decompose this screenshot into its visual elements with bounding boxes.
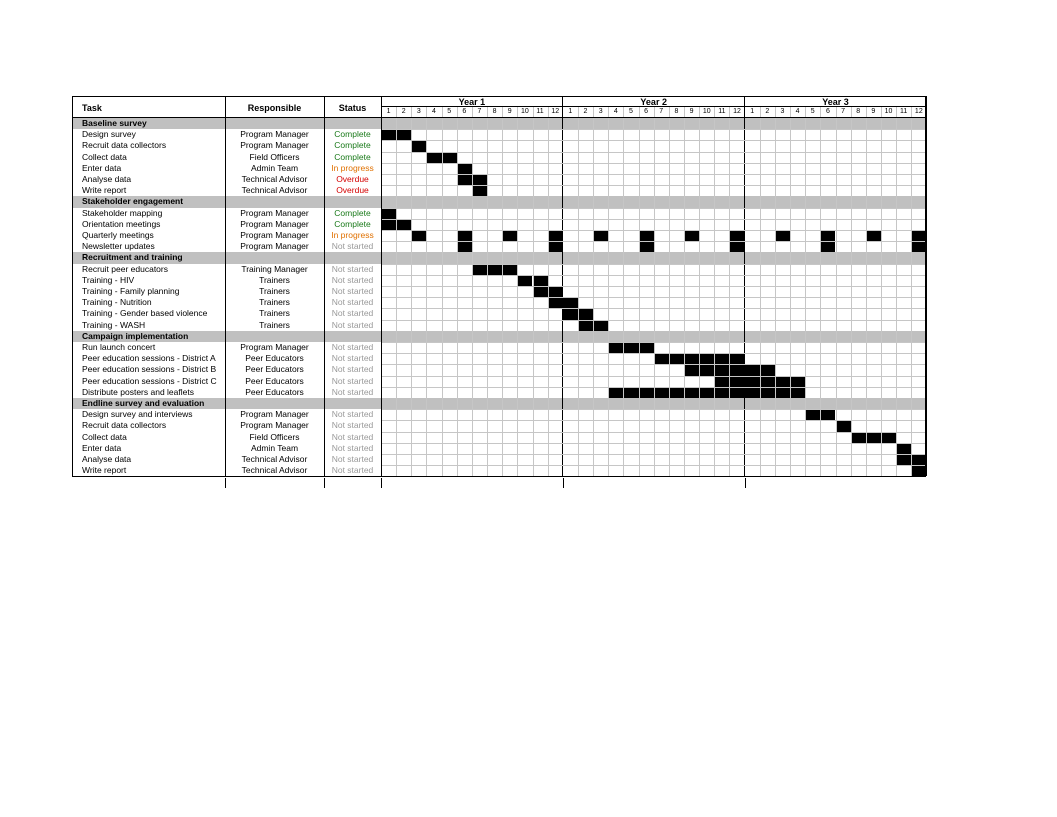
gantt-bar xyxy=(714,376,729,387)
gantt-bar xyxy=(411,140,426,151)
gantt-bar xyxy=(608,342,623,353)
gantt-bar xyxy=(472,264,487,275)
month-label: 2 xyxy=(765,108,770,115)
status-badge: Not started xyxy=(331,442,374,453)
gantt-bar xyxy=(563,308,578,319)
responsible-cell: Program Manager xyxy=(240,342,309,352)
gantt-bar xyxy=(608,387,623,398)
month-label: 7 xyxy=(659,108,664,115)
tick-mark xyxy=(324,478,325,488)
right-border xyxy=(925,96,926,476)
grid-horizontal xyxy=(381,465,926,466)
responsible-cell: Peer Educators xyxy=(245,353,304,364)
status-badge: Not started xyxy=(331,420,374,431)
month-label: 8 xyxy=(492,108,497,115)
gantt-bar xyxy=(381,219,396,230)
gantt-bar xyxy=(411,230,426,241)
gantt-bar xyxy=(639,387,654,398)
gantt-bar xyxy=(563,297,578,308)
gantt-bar xyxy=(457,230,472,241)
tick-mark xyxy=(745,478,746,488)
responsible-cell: Trainers xyxy=(259,297,290,308)
section-title: Endline survey and evaluation xyxy=(82,398,205,408)
gantt-bar xyxy=(729,364,744,375)
gantt-bar xyxy=(517,275,532,286)
responsible-cell: Program Manager xyxy=(240,207,309,218)
tick-mark xyxy=(381,478,382,488)
responsible-cell: Training Manager xyxy=(241,263,308,274)
gantt-bar xyxy=(820,230,835,241)
month-label: 12 xyxy=(733,108,741,115)
gantt-bar xyxy=(790,387,805,398)
gantt-bar xyxy=(911,241,926,252)
gantt-bar xyxy=(820,409,835,420)
gantt-bar xyxy=(457,241,472,252)
responsible-cell: Trainers xyxy=(259,274,290,285)
task-name: Design survey xyxy=(82,129,136,140)
gantt-bar xyxy=(836,420,851,431)
month-label: 3 xyxy=(598,108,603,115)
task-name: Stakeholder mapping xyxy=(82,207,163,218)
gantt-bar xyxy=(820,241,835,252)
task-name: Recruit peer educators xyxy=(82,263,168,274)
gantt-bar xyxy=(896,454,911,465)
task-name: Peer education sessions - District A xyxy=(82,353,216,364)
gantt-bar xyxy=(729,241,744,252)
gantt-bar xyxy=(699,364,714,375)
grid-horizontal xyxy=(381,420,926,421)
month-label: 1 xyxy=(750,108,755,115)
gantt-bar xyxy=(639,230,654,241)
gantt-bar xyxy=(714,364,729,375)
column-divider xyxy=(381,96,382,476)
grid-horizontal xyxy=(381,140,926,141)
gantt-bar xyxy=(472,185,487,196)
status-badge: Complete xyxy=(334,207,371,218)
gantt-bar xyxy=(745,376,760,387)
status-column-header: Status xyxy=(338,103,367,113)
gantt-chart xyxy=(72,96,927,491)
gantt-bar xyxy=(911,230,926,241)
gantt-bar xyxy=(729,353,744,364)
gantt-bar xyxy=(578,320,593,331)
table-bottom-border xyxy=(72,476,926,477)
grid-horizontal xyxy=(381,286,926,287)
responsible-cell: Peer Educators xyxy=(245,364,304,375)
grid-horizontal xyxy=(381,387,926,388)
gantt-bar xyxy=(472,174,487,185)
month-label: 4 xyxy=(613,108,618,115)
task-name: Training - HIV xyxy=(82,274,135,285)
status-badge: Complete xyxy=(334,129,371,140)
gantt-bar xyxy=(426,152,441,163)
status-badge: Complete xyxy=(334,218,371,229)
status-badge: Not started xyxy=(331,353,374,364)
grid-horizontal xyxy=(381,174,926,175)
status-badge: Not started xyxy=(331,342,374,352)
gantt-bar xyxy=(593,230,608,241)
month-label: 7 xyxy=(477,108,482,115)
gantt-bar xyxy=(487,264,502,275)
gantt-bar xyxy=(381,129,396,140)
status-badge: Not started xyxy=(331,409,374,420)
gantt-bar xyxy=(775,376,790,387)
task-name: Recruit data collectors xyxy=(82,420,167,431)
task-name: Design survey and interviews xyxy=(82,409,193,420)
month-label: 1 xyxy=(386,108,391,115)
month-label: 12 xyxy=(914,108,923,115)
responsible-cell: Program Manager xyxy=(240,409,309,420)
task-name: Write report xyxy=(82,465,127,476)
grid-horizontal xyxy=(381,163,926,164)
task-name: Peer education sessions - District C xyxy=(82,375,217,386)
grid-horizontal xyxy=(381,241,926,242)
month-label: 5 xyxy=(629,108,633,115)
responsible-cell: Technical Advisor xyxy=(241,174,308,184)
responsible-cell: Peer Educators xyxy=(245,375,304,386)
task-name: Training - Gender based violence xyxy=(82,308,208,319)
gantt-bar xyxy=(578,308,593,319)
grid-horizontal xyxy=(381,443,926,444)
gantt-bar xyxy=(745,387,760,398)
month-label: 5 xyxy=(810,108,815,115)
task-name: Recruit data collectors xyxy=(82,140,167,151)
responsible-cell: Field Officers xyxy=(249,151,300,162)
task-name: Collect data xyxy=(82,151,127,162)
year-row-border xyxy=(381,106,926,107)
gantt-bar xyxy=(593,320,608,331)
responsible-cell: Program Manager xyxy=(240,218,309,229)
gantt-bar xyxy=(669,353,684,364)
month-label: 4 xyxy=(432,108,436,115)
gantt-bar xyxy=(729,387,744,398)
responsible-cell: Program Manager xyxy=(240,241,309,252)
gantt-bar xyxy=(457,163,472,174)
gantt-bar xyxy=(760,364,775,375)
gantt-bar xyxy=(442,152,457,163)
month-label: 4 xyxy=(795,108,800,115)
responsible-cell: Peer Educators xyxy=(245,386,304,397)
month-label: 3 xyxy=(780,108,785,115)
status-badge: Not started xyxy=(331,241,374,252)
grid-horizontal xyxy=(381,432,926,433)
responsible-cell: Admin Team xyxy=(250,162,299,173)
grid-horizontal xyxy=(381,185,926,186)
task-name: Distribute posters and leaflets xyxy=(82,386,194,397)
month-label: 8 xyxy=(674,108,679,115)
gantt-bar xyxy=(396,129,411,140)
gantt-bar xyxy=(760,387,775,398)
grid-horizontal xyxy=(381,219,926,220)
task-name: Analyse data xyxy=(82,174,132,184)
gantt-bar xyxy=(623,342,638,353)
grid-horizontal xyxy=(381,308,926,309)
gantt-bar xyxy=(639,241,654,252)
grid-horizontal xyxy=(381,208,926,209)
gantt-bar xyxy=(881,432,896,443)
year-label: Year 3 xyxy=(822,97,849,106)
responsible-cell: Trainers xyxy=(259,286,290,296)
status-badge: Not started xyxy=(331,431,374,442)
month-label: 6 xyxy=(462,108,467,115)
responsible-cell: Trainers xyxy=(259,319,290,330)
gantt-bar xyxy=(548,241,563,252)
status-badge: Not started xyxy=(331,465,374,476)
section-title: Baseline survey xyxy=(82,118,147,128)
month-label: 2 xyxy=(401,108,406,115)
status-badge: Not started xyxy=(331,386,374,397)
year-label: Year 1 xyxy=(458,97,486,106)
task-column-header: Task xyxy=(82,103,102,113)
status-badge: Not started xyxy=(331,454,374,464)
status-badge: Not started xyxy=(331,319,374,330)
month-label: 3 xyxy=(416,108,421,115)
section-title: Stakeholder engagement xyxy=(82,196,184,207)
section-title: Campaign implementation xyxy=(82,330,189,341)
gantt-bar xyxy=(699,353,714,364)
status-badge: Overdue xyxy=(336,185,369,196)
responsible-cell: Program Manager xyxy=(240,140,309,151)
gantt-bar xyxy=(729,376,744,387)
gantt-bar xyxy=(548,286,563,297)
month-label: 7 xyxy=(841,108,846,115)
task-name: Training - Family planning xyxy=(82,286,180,296)
gantt-bar xyxy=(669,387,684,398)
month-label: 9 xyxy=(689,108,694,115)
responsible-column-header: Responsible xyxy=(247,103,302,113)
gantt-bar xyxy=(911,465,926,476)
status-badge: Overdue xyxy=(336,174,369,184)
gantt-bar xyxy=(805,409,820,420)
gantt-bar xyxy=(866,432,881,443)
status-badge: Not started xyxy=(331,274,374,285)
gantt-bar xyxy=(775,387,790,398)
status-badge: Not started xyxy=(331,364,374,375)
status-badge: Complete xyxy=(334,151,371,162)
responsible-cell: Admin Team xyxy=(250,442,299,453)
task-name: Collect data xyxy=(82,431,127,442)
task-name: Newsletter updates xyxy=(82,241,155,252)
status-badge: Not started xyxy=(331,308,374,319)
responsible-cell: Program Manager xyxy=(240,230,309,240)
task-name: Orientation meetings xyxy=(82,218,161,229)
responsible-cell: Program Manager xyxy=(240,129,309,140)
header-bottom-border xyxy=(72,117,926,118)
gantt-bar xyxy=(896,443,911,454)
gantt-bar xyxy=(623,387,638,398)
gantt-bar xyxy=(548,297,563,308)
grid-horizontal xyxy=(381,297,926,298)
month-label: 5 xyxy=(447,108,452,115)
responsible-cell: Technical Advisor xyxy=(241,185,308,196)
month-label: 6 xyxy=(644,108,649,115)
gantt-bar xyxy=(714,353,729,364)
task-name: Quarterly meetings xyxy=(82,230,154,240)
status-badge: Not started xyxy=(331,297,374,308)
gantt-bar xyxy=(639,342,654,353)
gantt-bar xyxy=(775,230,790,241)
task-name: Enter data xyxy=(82,162,122,173)
status-badge: In progress xyxy=(331,230,374,240)
status-badge: Not started xyxy=(331,375,374,386)
gantt-bar xyxy=(684,353,699,364)
month-label: 10 xyxy=(884,108,893,115)
month-label: 2 xyxy=(583,108,588,115)
gantt-bar xyxy=(533,286,548,297)
column-divider xyxy=(72,96,73,476)
status-badge: Complete xyxy=(334,140,371,151)
month-label: 8 xyxy=(856,108,861,115)
grid-horizontal xyxy=(381,264,926,265)
responsible-cell: Technical Advisor xyxy=(241,454,308,464)
month-label: 12 xyxy=(551,108,560,115)
gantt-bar xyxy=(851,432,866,443)
gantt-bar xyxy=(745,364,760,375)
task-name: Training - Nutrition xyxy=(82,297,152,308)
gantt-bar xyxy=(729,230,744,241)
month-label: 11 xyxy=(900,108,908,115)
grid-horizontal xyxy=(381,342,926,343)
gantt-bar xyxy=(548,230,563,241)
grid-horizontal xyxy=(381,364,926,365)
gantt-bar xyxy=(457,174,472,185)
grid-horizontal xyxy=(381,409,926,410)
responsible-cell: Trainers xyxy=(259,308,290,319)
header-top-border xyxy=(72,96,926,97)
grid-horizontal xyxy=(381,230,926,231)
responsible-cell: Program Manager xyxy=(240,420,309,431)
grid-horizontal xyxy=(381,376,926,377)
grid-horizontal xyxy=(381,454,926,455)
gantt-bar xyxy=(684,230,699,241)
task-name: Write report xyxy=(82,185,127,196)
month-label: 9 xyxy=(871,108,876,115)
month-label: 9 xyxy=(507,108,512,115)
gantt-bar xyxy=(866,230,881,241)
section-title: Recruitment and training xyxy=(82,252,183,263)
column-divider xyxy=(324,96,325,476)
task-name: Run launch concert xyxy=(82,342,156,352)
column-divider xyxy=(225,96,226,476)
grid-horizontal xyxy=(381,353,926,354)
task-name: Enter data xyxy=(82,442,122,453)
gantt-bar xyxy=(533,275,548,286)
status-badge: Not started xyxy=(331,263,374,274)
grid-horizontal xyxy=(381,129,926,130)
gantt-bar xyxy=(760,376,775,387)
gantt-bar xyxy=(684,364,699,375)
gantt-bar xyxy=(684,387,699,398)
grid-horizontal xyxy=(381,152,926,153)
gantt-bar xyxy=(381,208,396,219)
gantt-bar xyxy=(502,264,517,275)
status-badge: In progress xyxy=(331,162,374,173)
month-label: 10 xyxy=(521,108,529,115)
tick-mark xyxy=(225,478,226,488)
year-label: Year 2 xyxy=(640,97,667,106)
gantt-bar xyxy=(502,230,517,241)
responsible-cell: Technical Advisor xyxy=(241,465,308,476)
responsible-cell: Field Officers xyxy=(249,431,300,442)
grid-horizontal xyxy=(381,275,926,276)
month-label: 11 xyxy=(718,108,726,115)
gantt-bar xyxy=(699,387,714,398)
gantt-bar xyxy=(790,376,805,387)
status-badge: Not started xyxy=(331,286,374,296)
task-name: Analyse data xyxy=(82,454,132,464)
month-label: 11 xyxy=(536,108,544,115)
month-label: 6 xyxy=(825,108,830,115)
tick-mark xyxy=(563,478,564,488)
gantt-bar xyxy=(714,387,729,398)
gantt-bar xyxy=(654,353,669,364)
grid-horizontal xyxy=(381,320,926,321)
task-name: Training - WASH xyxy=(82,319,146,330)
month-label: 1 xyxy=(568,108,573,115)
gantt-bar xyxy=(654,387,669,398)
gantt-bar xyxy=(911,454,926,465)
task-name: Peer education sessions - District B xyxy=(82,364,217,375)
gantt-bar xyxy=(396,219,411,230)
month-label: 10 xyxy=(702,108,711,115)
